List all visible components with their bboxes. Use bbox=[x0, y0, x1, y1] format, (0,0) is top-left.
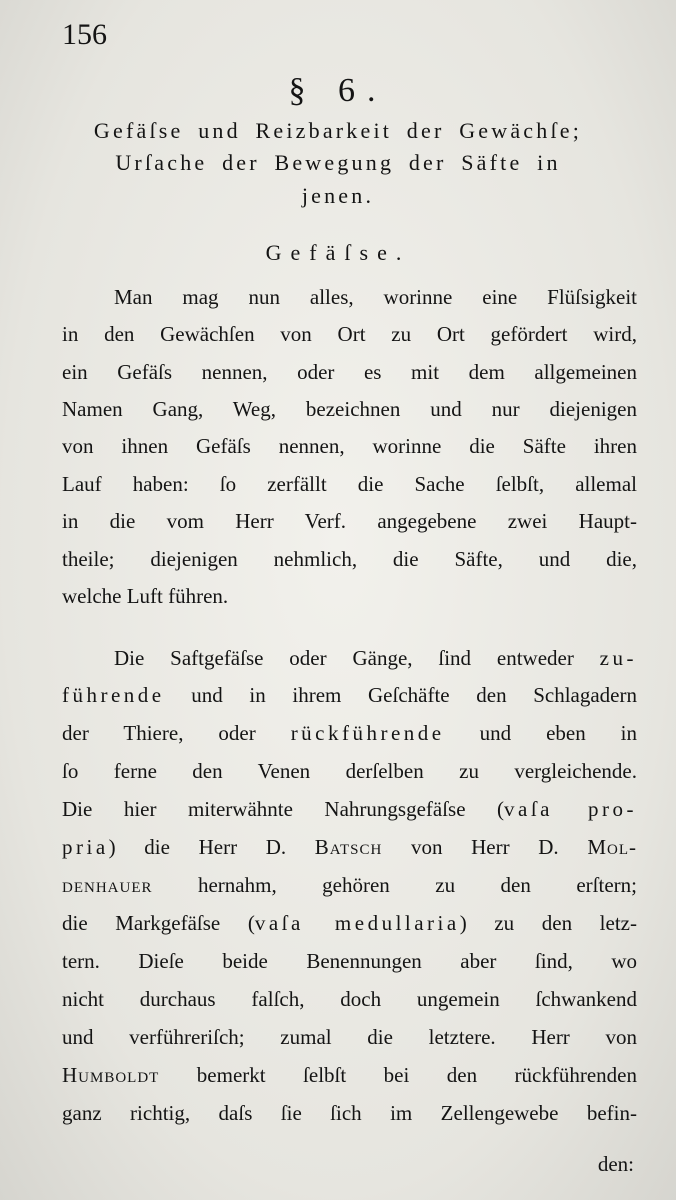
para2-line-4: ſo ferne den Venen derſelben zu vergleichende. bbox=[62, 759, 637, 783]
smallcaps-run: Batsch bbox=[314, 835, 383, 859]
spaced-run: vaſa pro- bbox=[504, 797, 637, 821]
text-run: und eben in bbox=[444, 721, 637, 745]
text-run: hernahm, gehören zu den erſtern; bbox=[152, 873, 637, 897]
spaced-run: rückführende bbox=[290, 721, 445, 745]
para2-line-9: tern. Dieſe beide Benennungen aber ſind, wo bbox=[62, 949, 637, 973]
spaced-run: pria bbox=[62, 835, 109, 859]
text-run: von Herr D. bbox=[382, 835, 588, 859]
smallcaps-run: Humboldt bbox=[62, 1063, 160, 1087]
para1-line-1: Man mag nun alles, worinne eine Flüſsigkeit bbox=[114, 285, 637, 309]
text-run: der Thiere, oder bbox=[62, 721, 291, 745]
para2-line-3 bbox=[62, 723, 637, 744]
para2-line-2 bbox=[62, 685, 637, 706]
para1-line-6: Lauf haben: ſo zerfällt die Sache ſelbſt, allemal bbox=[62, 472, 637, 496]
para1-line-9: welche Luft führen. bbox=[62, 584, 229, 608]
heading-line-1: Gefäſse und Reizbarkeit der Gewächſe; bbox=[93, 118, 583, 143]
para2-line-1 bbox=[114, 648, 637, 669]
spaced-run: führende bbox=[62, 683, 165, 707]
text-run: ) die Herr D. bbox=[108, 835, 315, 859]
text-run: Die Saftgefäſse oder Gänge, ſind entweder bbox=[114, 646, 600, 670]
spaced-run: zu- bbox=[599, 646, 637, 670]
spaced-run: vaſa medullaria bbox=[254, 911, 460, 935]
text-run: die Markgefäſse ( bbox=[62, 911, 255, 935]
heading-line-2: Urſache der Bewegung der Säfte in bbox=[115, 150, 561, 175]
subheading: Gefäſse. bbox=[265, 240, 411, 265]
catchword: den: bbox=[597, 1152, 634, 1176]
para2-line-12 bbox=[62, 1065, 637, 1086]
para2-line-11: und verführeriſch; zumal die letztere. Herr von bbox=[62, 1025, 637, 1049]
smallcaps-run: Mol- bbox=[587, 835, 637, 859]
para1-line-5: von ihnen Gefäſs nennen, worinne die Säfte ihren bbox=[62, 434, 637, 458]
para1-line-3: ein Gefäſs nennen, oder es mit dem allgemeinen bbox=[62, 360, 637, 384]
para1-line-4: Namen Gang, Weg, bezeichnen und nur diejenigen bbox=[62, 397, 637, 421]
text-run: bemerkt ſelbſt bei den rückführenden bbox=[159, 1063, 637, 1087]
para2-line-7 bbox=[62, 875, 637, 896]
para2-line-5 bbox=[62, 799, 637, 820]
text-run: Die hier miterwähnte Nahrungsgefäſse ( bbox=[62, 797, 505, 821]
para2-line-8 bbox=[62, 913, 637, 934]
heading-line-3: jenen. bbox=[301, 183, 375, 208]
page-number: 156 bbox=[62, 18, 107, 51]
smallcaps-run: denhauer bbox=[62, 873, 153, 897]
para2-line-10: nicht durchaus falſch, doch ungemein ſchwankend bbox=[62, 987, 637, 1011]
text-run: ) zu den letz- bbox=[459, 911, 637, 935]
para1-line-2: in den Gewächſen von Ort zu Ort gefördert wird, bbox=[62, 322, 637, 346]
section-number: § 6. bbox=[288, 72, 388, 109]
para2-line-6 bbox=[62, 837, 637, 858]
para1-line-8: theile; diejenigen nehmlich, die Säfte, und die, bbox=[62, 547, 637, 571]
text-run: und in ihrem Geſchäfte den Schlagadern bbox=[164, 683, 637, 707]
para1-line-7: in die vom Herr Verf. angegebene zwei Haupt- bbox=[62, 509, 637, 533]
para2-line-13: ganz richtig, daſs ſie ſich im Zellengewebe befin- bbox=[62, 1101, 637, 1125]
